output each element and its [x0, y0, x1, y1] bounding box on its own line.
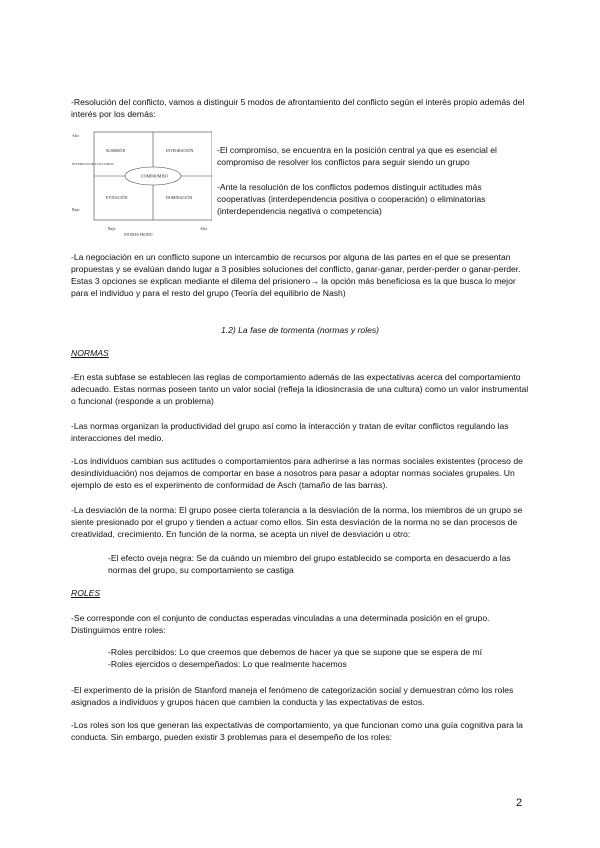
roles-intro-paragraph: -Se corresponde con el conjunto de conductas esperadas vinculadas a una determinada posición en el grupo. Distinguimos entre roles: [71, 613, 490, 635]
quadrant-sumision: SUMISIÓN [106, 148, 126, 153]
y-low-label: Bajo [72, 207, 80, 212]
y-axis-label: INTERES POR LOS OTROS [72, 162, 114, 166]
roles-list-item-percibidos: -Roles percibidos: Lo que creemos que debemos de hacer ya que se supone que se espera de mí [108, 647, 483, 657]
side-note-actitudes: -Ante la resolución de los conflictos podemos distinguir actitudes más cooperativas (interdependencia positiva o cooperación) o eliminatorias (interdependencia negativa o competencia) [217, 182, 486, 216]
center-compromiso: COMPROMISO [141, 173, 168, 179]
roles-last-paragraph: -Los roles son los que generan las expectativas de comportamiento, ya que funcionan como una guía cognitiva para la conducta. Sin embargo, pueden existir 3 problemas para el desempeño de los roles: [71, 720, 523, 742]
normas-paragraph-3: -Los individuos cambian sus actitudes o comportamientos para adherirse a las normas sociales existentes (proceso de desindividuación) nos dejamos de comportar en base a nosotros para pasar a adoptar normas sociales grupales. Un ejemplo de esto es el experimento de conformidad de Asch (tamaño de las barras). [71, 456, 523, 490]
quadrant-dominacion: DOMINACIÓN [166, 195, 193, 200]
normas-paragraph-1: -En esta subfase se establecen las reglas de comportamiento además de las expectativas acerca del comportamiento adecuado. Estas normas poseen tanto un valor social (refleja la idiosincrasia de una cultura) como un valor instrumental o funcional (responde a un problema) [71, 372, 529, 406]
x-high-label: Alto [200, 226, 208, 231]
section-title: 1.2) La fase de tormenta (normas y roles) [220, 325, 380, 335]
conflict-styles-grid [72, 128, 212, 238]
normas-heading: NORMAS [71, 348, 109, 358]
oveja-negra-paragraph: -El efecto oveja negra: Se da cuándo un miembro del grupo establecido se comporta en desacuerdo a las normas del grupo, su comportamiento se castiga [108, 553, 511, 575]
roles-list-item-ejercidos: -Roles ejercidos o desempeñados: Lo que realmente hacemos [108, 659, 347, 669]
negotiation-paragraph: -La negociación en un conflicto supone un intercambio de recursos por alguna de las partes en el que se presentan propuestas y se evalúan dando lugar a 3 posibles soluciones del conflicto, ganar-ganar, perder-perder o ganar-perder. Estas 3 opciones se explican mediante el dilema del prisionero→ la opción más beneficiosa es la que busca lo mejor para el individuo y para el resto del grupo (Teoría del equilibrio de Nash) [71, 252, 521, 298]
roles-heading: ROLES [71, 588, 101, 598]
intro-paragraph: -Resolución del conflicto, vamos a distinguir 5 modos de afrontamiento del conflicto según el interés propio además del interés por los demás: [71, 97, 525, 119]
x-axis-label: INTERES PROPIO [124, 233, 153, 237]
stanford-paragraph: -El experimento de la prisión de Stanford maneja el fenómeno de categorización social y demuestran cómo los roles asignados a individuos y grupos hacen que cambien la conducta y las expectativas de estos. [71, 685, 514, 707]
normas-paragraph-4: -La desviación de la norma: El grupo posee cierta tolerancia a la desviación de la norma, los miembros de un grupo se siente presionado por el grupo y tienden a actuar como ellos. Sin esta desviación de la norma no se dan procesos de creatividad, crecimiento. En función de la norma, se acepta un nivel de desviación u otro: [71, 505, 523, 539]
quadrant-evitacion: EVITACIÓN [106, 195, 128, 200]
normas-paragraph-2: -Las normas organizan la productividad del grupo así como la interacción y tratan de evitar conflictos regulando las interacciones del medio. [71, 421, 509, 443]
page-number: 2 [516, 797, 523, 809]
side-note-compromiso: -El compromiso, se encuentra en la posición central ya que es esencial el compromiso de resolver los conflictos para seguir siendo un grupo [217, 145, 497, 167]
x-low-label: Bajo [108, 226, 116, 231]
conflict-styles-diagram [72, 128, 212, 238]
quadrant-integracion: INTEGRACIÓN [166, 148, 194, 153]
y-high-label: Alto [72, 133, 80, 138]
